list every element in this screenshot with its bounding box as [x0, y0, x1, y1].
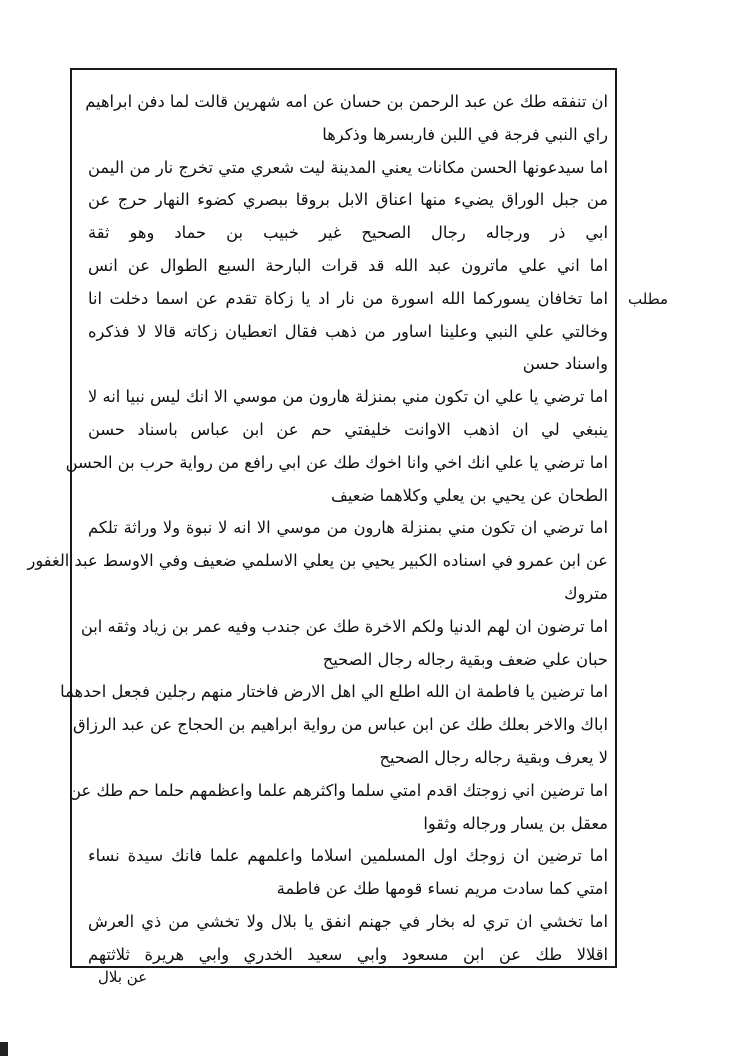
text-line: راي النبي فرجة في اللبن فاربسرها وذكرها	[322, 124, 608, 144]
text-line: ينبغي لي ان اذهب الاوانت خليفتي حم عن ابن عباس باسناد حسن	[88, 419, 608, 439]
text-line: واسناد حسن	[522, 354, 608, 374]
text-line: اما سيدعونها الحسن مكانات يعني المدينة ليت شعري متي تخرج نار من اليمن	[88, 157, 608, 177]
text-line: اما ترضي يا علي ان تكون مني بمنزلة هارون من موسي الا انك ليس نبيا انه لا	[88, 387, 608, 407]
text-line: معقل بن يسار ورجاله وثقوا	[423, 813, 608, 833]
text-line: اما ترضين ان زوجك اول المسلمين اسلاما واعلمهم علما فانك سيدة نساء	[88, 846, 608, 866]
margin-note: مطلب	[628, 290, 669, 308]
text-line: ان تنفقه طك عن عبد الرحمن بن حسان عن امه شهرين قالت لما دفن ابراهيم	[85, 92, 608, 111]
text-line: من جبل الوراق يضيء منها اعناق الابل بروقا ببصري كضوء النهار حرج عن	[88, 190, 608, 210]
text-line: اقلالا طك عن ابن مسعود وابي سعيد الخدري وابي هريرة ثلاثتهم	[88, 944, 608, 964]
text-line: اباك والاخر بعلك طك عن ابن عباس من رواية ابراهيم بن الحجاج عن عبد الرزاق	[73, 715, 608, 735]
text-line: اما تخشي ان تري له بخار في جهنم انفق يا بلال ولا تخشي من ذي العرش	[88, 911, 608, 931]
text-line: اما ترضين يا فاطمة ان الله اطلع الي اهل الارض فاختار منهم رجلين فجعل احدهما	[60, 682, 608, 702]
catchword: عن بلال	[98, 968, 148, 986]
text-line: لا يعرف وبقية رجاله رجال الصحيح	[379, 747, 608, 767]
text-line: الطحان عن يحيي بن يعلي وكلاهما ضعيف	[331, 485, 608, 505]
manuscript-text	[27, 86, 608, 966]
text-line: عن ابن عمرو في اسناده الكبير يحيي بن يعلي الاسلمي ضعيف وفي الاوسط عبد الغفور	[27, 551, 608, 571]
text-line: متروك	[564, 583, 608, 603]
text-line: امتي كما سادت مريم نساء قومها طك عن فاطمة	[276, 879, 608, 899]
text-line: ابي ذر ورجاله رجال الصحيح غير خبيب بن حماد وهو ثقة	[88, 223, 608, 243]
text-line: اما اني علي ماترون عبد الله قد قرات البارحة السبع الطوال عن انس	[88, 255, 608, 275]
text-line: اما ترضي ان تكون مني بمنزلة هارون من موسي الا انه لا نبوة ولا وراثة تلكم	[88, 518, 608, 538]
scan-edge-mark	[0, 1042, 8, 1056]
text-line: اما تخافان يسوركما الله اسورة من نار اد يا زكاة تقدم عن اسما دخلت انا	[88, 288, 608, 308]
text-line: اما ترضي يا علي انك اخي وانا اخوك طك عن ابي رافع من رواية حرب بن الحسن	[65, 452, 608, 472]
text-line: اما ترضون ان لهم الدنيا ولكم الاخرة طك عن جندب وفيه عمر بن زياد وثقه ابن	[80, 616, 608, 636]
text-line: اما ترضين اني زوجتك اقدم امتي سلما واكثرهم علما واعظمهم حلما حم طك عن	[69, 780, 608, 800]
text-line: حبان علي ضعف وبقية رجاله رجال الصحيح	[322, 649, 608, 669]
text-line: وخالتي علي النبي وعلينا اساور من ذهب فقال اتعطيان زكاته قالا لا فذكره	[88, 321, 608, 341]
